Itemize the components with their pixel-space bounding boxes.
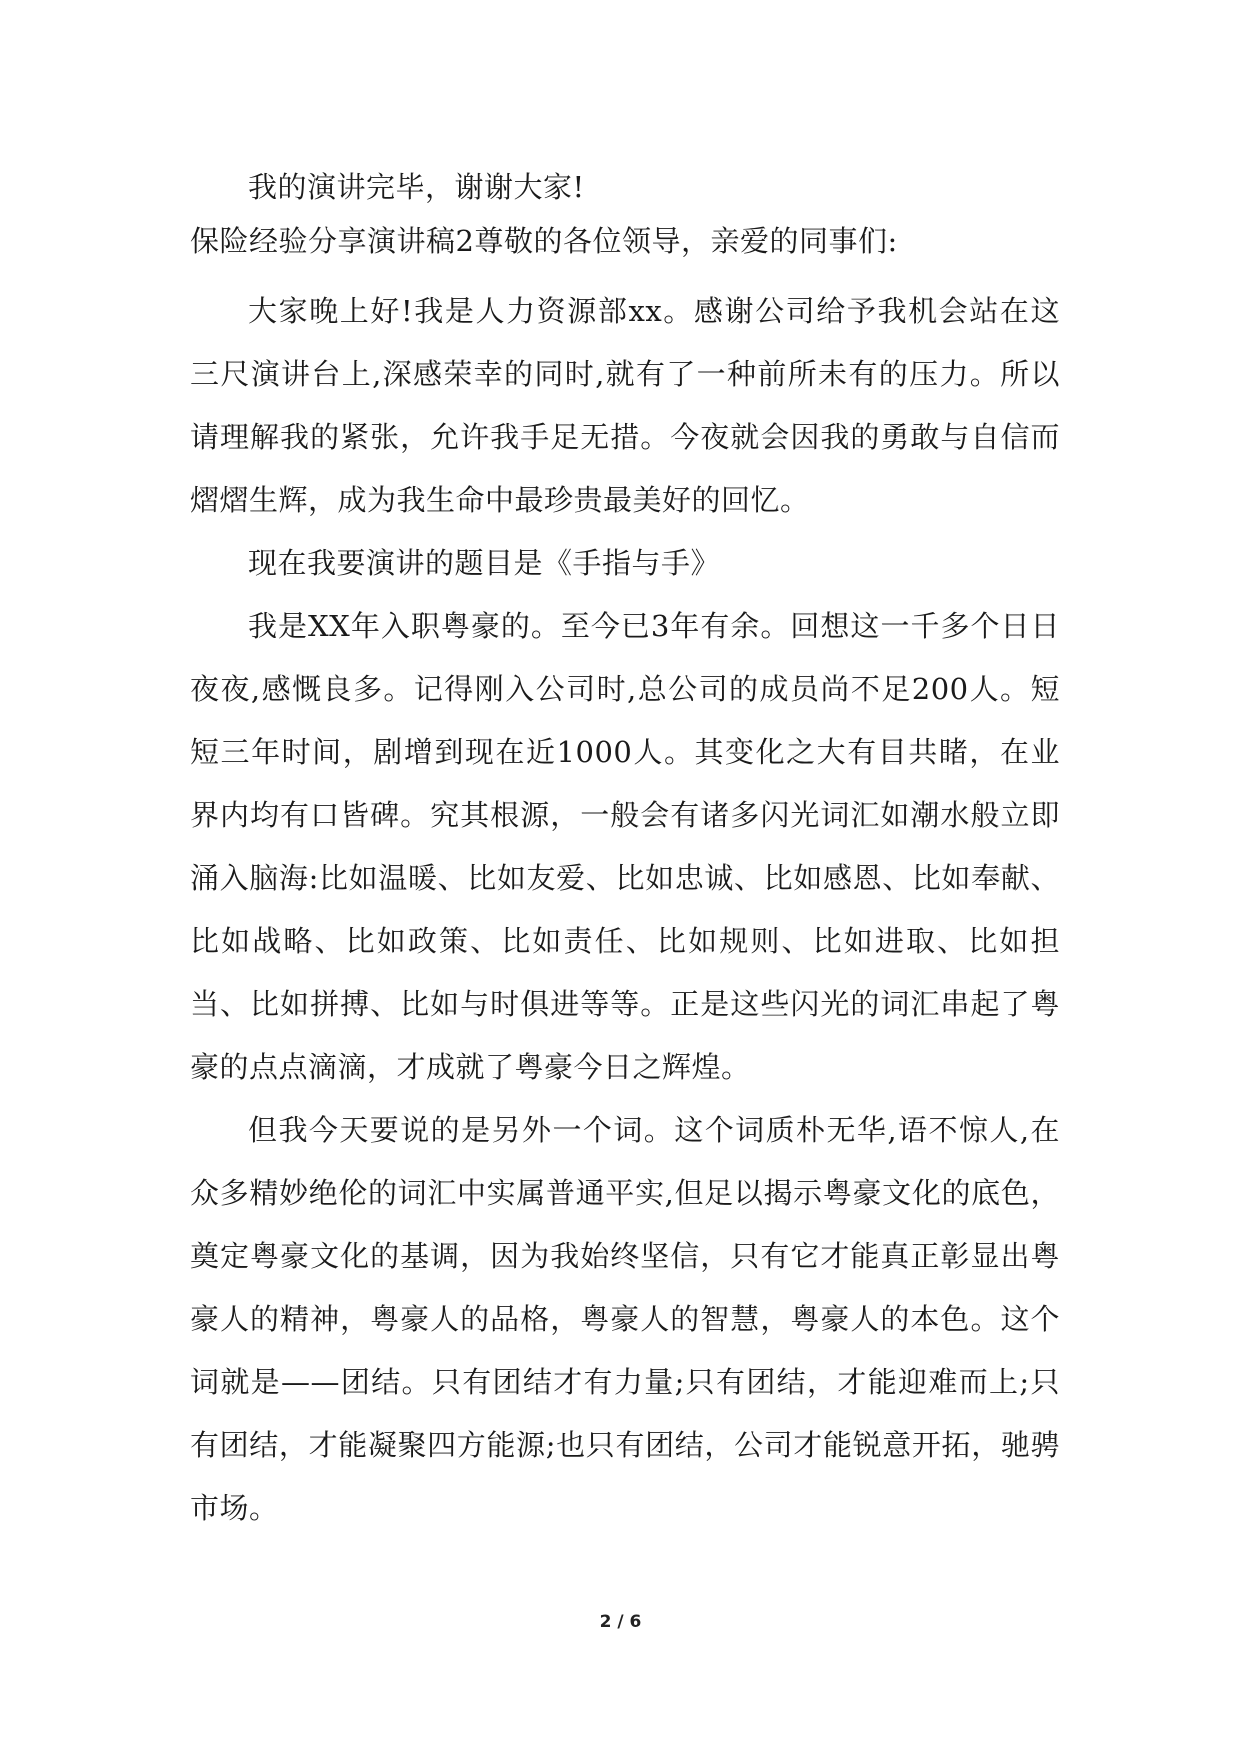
paragraph-closing: 我的演讲完毕，谢谢大家! (248, 170, 585, 204)
paragraph-topic: 现在我要演讲的题目是《手指与手》 (248, 546, 721, 580)
paragraph-unity: 但我今天要说的是另外一个词。这个词质朴无华,语不惊人,在众多精妙绝伦的词汇中实属普通平实,但足以揭示粤豪文化的底色，奠定粤豪文化的基调，因为我始终坚信，只有它才能真正彰显出粤豪人的精神，粤豪人的品格，粤豪人的智慧，粤豪人的本色。这个词就是——团结。只有团结才有力量;只有团结，才能迎难而上;只有团结，才能凝聚四方能源;也只有团结，公司才能锐意开拓，驰骋市场。 (190, 1113, 1060, 1525)
page-number: 2 / 6 (599, 1612, 642, 1632)
paragraph-intro: 大家晚上好!我是人力资源部xx。感谢公司给予我机会站在这三尺演讲台上,深感荣幸的同时,就有了一种前所未有的压力。所以请理解我的紧张，允许我手足无措。今夜就会因我的勇敢与自信而熠熠生辉，成为我生命中最珍贵最美好的回忆。 (190, 294, 1060, 517)
document-body (190, 160, 1060, 1540)
paragraph-title-greeting: 保险经验分享演讲稿2尊敬的各位领导，亲爱的同事们: (190, 224, 898, 258)
paragraph-history: 我是XX年入职粤豪的。至今已3年有余。回想这一千多个日日夜夜,感慨良多。记得刚入公司时,总公司的成员尚不足200人。短短三年时间，剧增到现在近1000人。其变化之大有目共睹，在业界内均有口皆碑。究其根源，一般会有诸多闪光词汇如潮水般立即涌入脑海:比如温暖、比如友爱、比如忠诚、比如感恩、比如奉献、比如战略、比如政策、比如责任、比如规则、比如进取、比如担当、比如拼搏、比如与时俱进等等。正是这些闪光的词汇串起了粤豪的点点滴滴，才成就了粤豪今日之辉煌。 (190, 609, 1060, 1084)
